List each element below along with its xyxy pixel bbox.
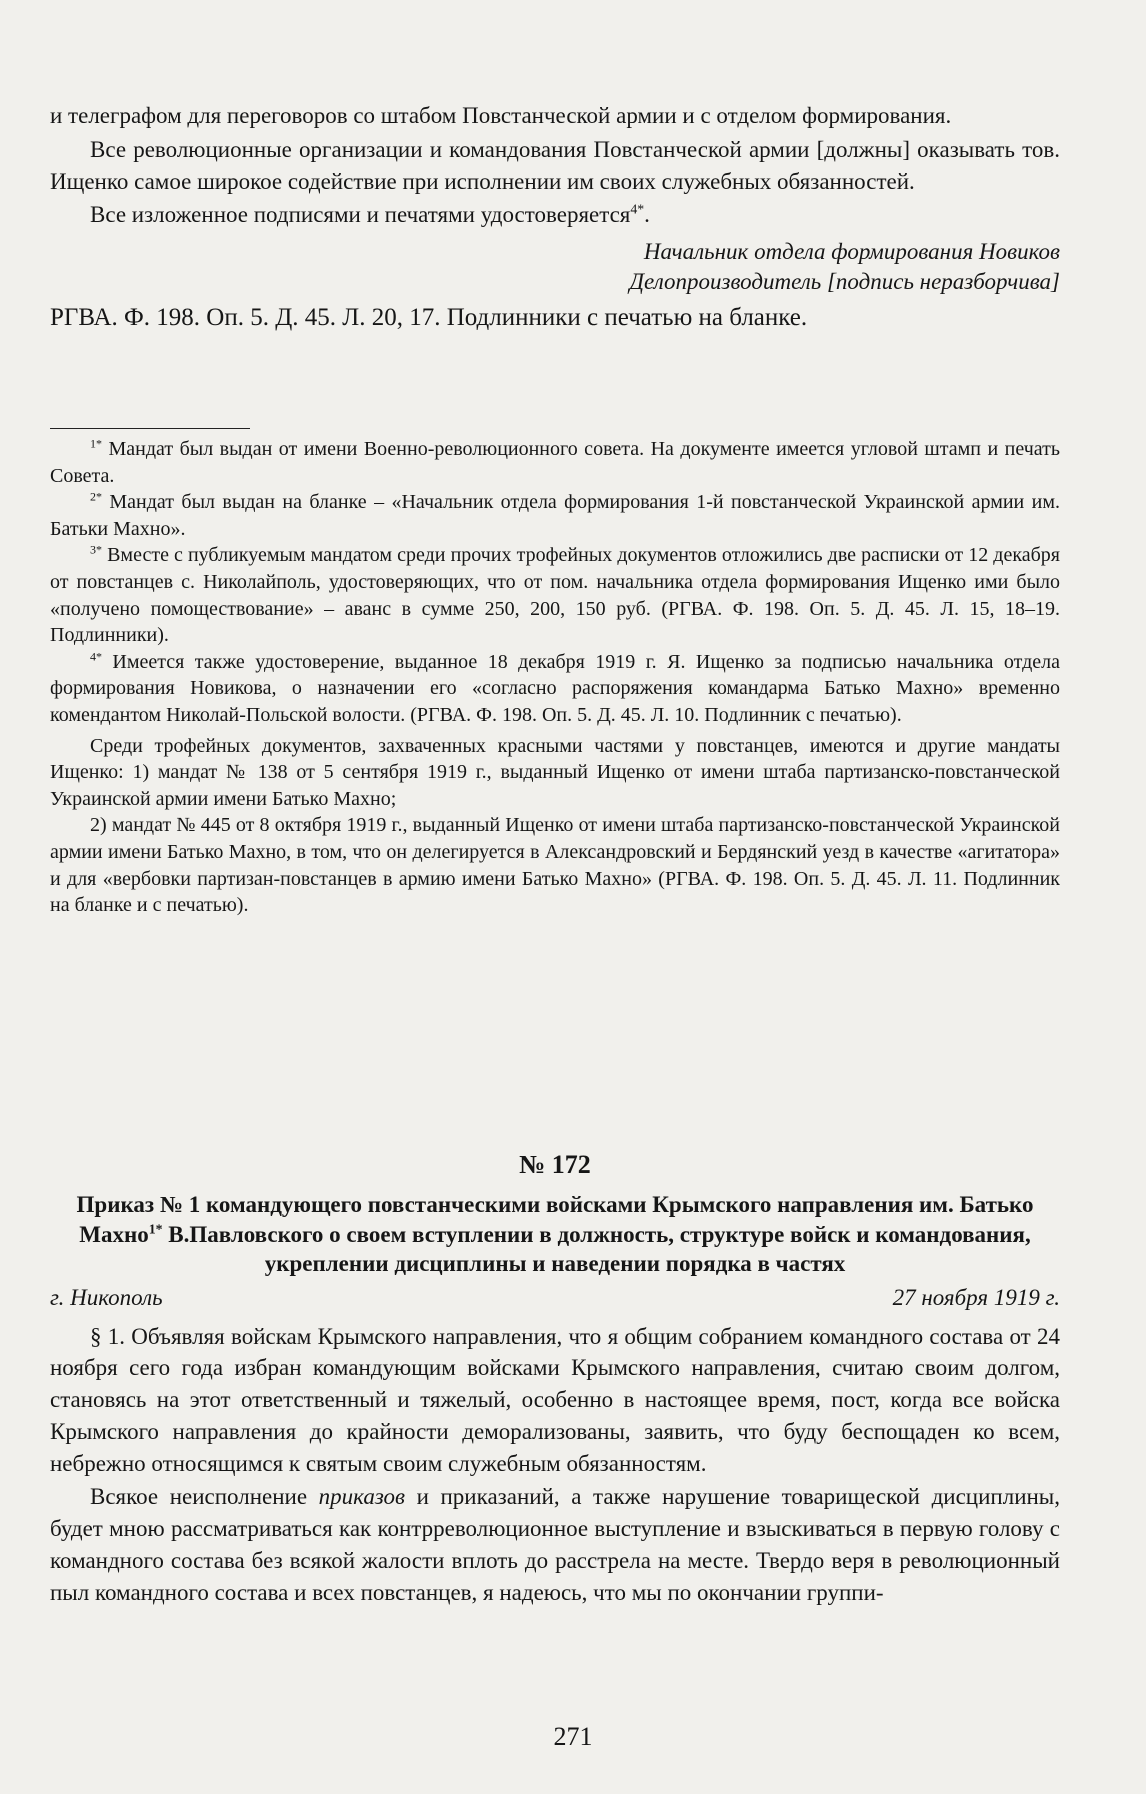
paragraph: Все революционные организации и командования Повстанческой армии [должны] оказывать тов. Ищенко самое широкое содействие при исполнении им своих служебных обязанностей. (50, 136, 1060, 194)
footnote: $^{3*}$ Вместе с публикуемым мандатом среди прочих трофейных документов отложились две расписки от 12 декабря от повстанцев с. Николайполь, удостоверяющих, что от пом. начальника отдела формирования Ищенко ими было «получено помоществование» – аванс в сумме 250, 200, 150 руб. (РГВА. Ф. 198. Оп. 5. Д. 45. Л. 15, 18–19. Подлинники). (50, 542, 1060, 647)
footnote-note: Среди трофейных документов, захваченных красными частями у повстанцев, имеются и другие мандаты Ищенко: 1) мандат № 138 от 5 сентября 1919 г., выданный Ищенко от имени штаба партизанско-повстанческой Украинской армии имени Батько Махно; (50, 734, 1060, 810)
preceding-document-end (50, 100, 1060, 335)
footnote: $^{4*}$ Имеется также удостоверение, выданное 18 декабря 1919 г. Я. Ищенко за подписью начальника отдела формирования Новикова, о назначении его «согласно распоряжения командарма Батько Махно» временно комендантом Николай-Польской волости. (РГВА. Ф. 198. Оп. 5. Д. 45. Л. 10. Подлинник с печатью). (50, 649, 1060, 726)
paragraph: § 1. Объявляя войскам Крымского направления, что я общим собранием командного состава от 24 ноября сего года избран командующим войсками Крымского направления, считаю своим долгом, становясь на этот ответственный и тяжелый, особенно в настоящее время, пост, когда все войска Крымского направления до крайности деморализованы, заявить, что буду беспощаден ко всем, небрежно относящимся к святым своим служебным обязанностям. (50, 1323, 1060, 1476)
paragraph: Все изложенное подписями и печатями удостоверяется$^{4*}$. (90, 201, 650, 228)
archive-source: РГВА. Ф. 198. Оп. 5. Д. 45. Л. 20, 17. Подлинники с печатью на бланке. (50, 304, 808, 332)
footnotes (50, 436, 1060, 919)
document-place: г. Никополь (50, 1284, 163, 1310)
page-number: 271 (553, 1722, 593, 1751)
signature-line: Начальник отдела формирования Новиков (643, 239, 1060, 265)
signature-line: Делопроизводитель [подпись неразборчива] (629, 269, 1060, 295)
document-number: № 172 (519, 1150, 591, 1179)
place-date-line (50, 1285, 1060, 1311)
paragraph: Всякое неисполнение приказов и приказаний, а также нарушение товарищеской дисциплины, будет мною рассматриваться как контрреволюционное выступление и взыскиваться в первую голову с командного состава без всякой жалости вплоть до расстрела на месте. Твердо веря в революционный пыл командного состава и всех повстанцев, я надеюсь, что мы по окончании группи- (50, 1484, 1061, 1605)
document-172 (50, 1150, 1060, 1609)
footnote: $^{1*}$ Мандат был выдан от имени Военно-революционного совета. На документе имеется угловой штамп и печать Совета. (50, 436, 1060, 487)
document-title: Приказ № 1 командующего повстанческими войсками Крымского направления им. Батько Махно$^{1*}$ В.Павловского о своем вступлении в должность, структуре войск и командования, укреплении дисциплины и наведении порядка в частях (76, 1192, 1034, 1276)
footnote-ref: 4* (630, 201, 645, 217)
footnote: $^{2*}$ Мандат был выдан на бланке – «Начальник отдела формирования 1-й повстанческой Украинской армии им. Батьки Махно». (50, 489, 1060, 540)
footnote-divider (50, 428, 250, 429)
paragraph: и телеграфом для переговоров со штабом Повстанческой армии и с отделом формирования. (50, 103, 952, 128)
footnote-note: 2) мандат № 445 от 8 октября 1919 г., выданный Ищенко от имени штаба партизанско-повстанческой Украинской армии имени Батько Махно, в том, что он делегируется в Александровский и Бердянский уезд в качестве «агитатора» и для «вербовки партизан-повстанцев в армию имени Батько Махно» (РГВА. Ф. 198. Оп. 5. Д. 45. Л. 11. Подлинник на бланке и с печатью). (50, 814, 1060, 917)
document-date: 27 ноября 1919 г. (892, 1284, 1060, 1310)
